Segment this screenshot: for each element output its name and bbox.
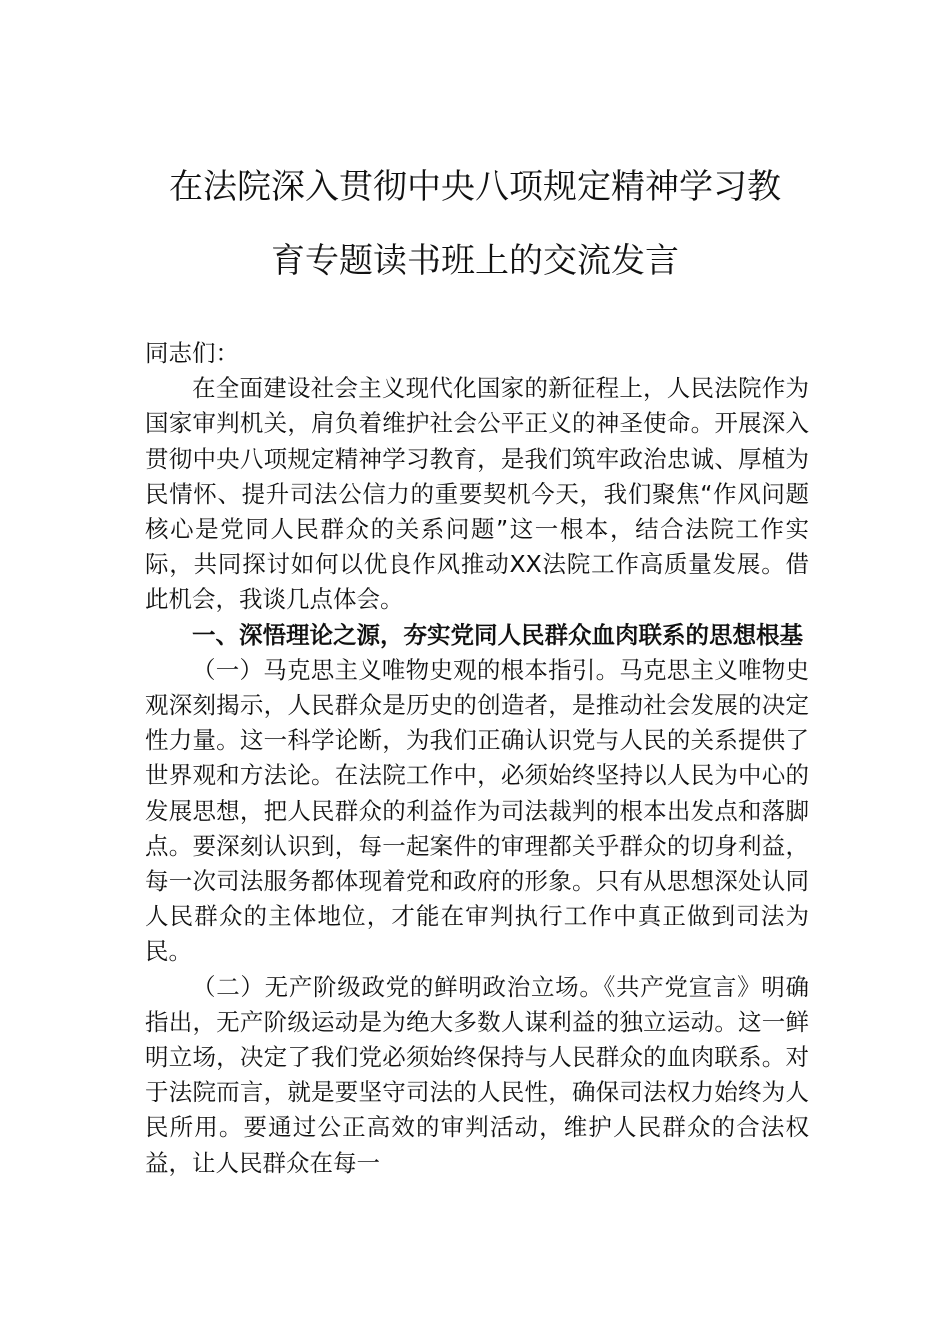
intro-paragraph: 在全面建设社会主义现代化国家的新征程上，人民法院作为国家审判机关，肩负着维护社会公平正义的神圣使命。开展深入贯彻中央八项规定精神学习教育，是我们筑牢政治忠诚、厚植为民情怀、提升司法公信力的重要契机今天，我们聚焦“作风问题核心是党同人民群众的关系问题”这一根本，结合法院工作实际，共同探讨如何以优良作风推动XX法院工作高质量发展。借此机会，我谈几点体会。 xyxy=(145,374,809,614)
title-line-2: 育专题读书班上的交流发言 xyxy=(271,241,679,281)
section-heading-1: 一、深悟理论之源，夯实党同人民群众血肉联系的思想根基 xyxy=(192,620,803,649)
document-body xyxy=(145,336,809,1181)
title-line-1: 在法院深入贯彻中央八项规定精神学习教 xyxy=(169,167,781,207)
paragraph-1: （一）马克思主义唯物史观的根本指引。马克思主义唯物史观深刻揭示，人民群众是历史的创造者，是推动社会发展的决定性力量。这一科学论断，为我们正确认识党与人民的关系提供了世界观和方法论。在法院工作中，必须始终坚持以人民为中心的发展思想，把人民群众的利益作为司法裁判的根本出发点和落脚点。要深刻认识到，每一起案件的审理都关乎群众的切身利益，每一次司法服务都体现着党和政府的形象。只有从思想深处认同人民群众的主体地位，才能在审判执行工作中真正做到司法为民。 xyxy=(145,655,809,966)
document-title xyxy=(110,150,840,298)
paragraph-2: （二）无产阶级政党的鲜明政治立场。《共产党宣言》明确指出，无产阶级运动是为绝大多数人谋利益的独立运动。这一鲜明立场，决定了我们党必须始终保持与人民群众的血肉联系。对于法院而言，就是要坚守司法的人民性，确保司法权力始终为人民所用。要通过公正高效的审判活动，维护人民群众的合法权益，让人民群众在每一 xyxy=(145,972,809,1177)
salutation: 同志们： xyxy=(145,339,239,367)
